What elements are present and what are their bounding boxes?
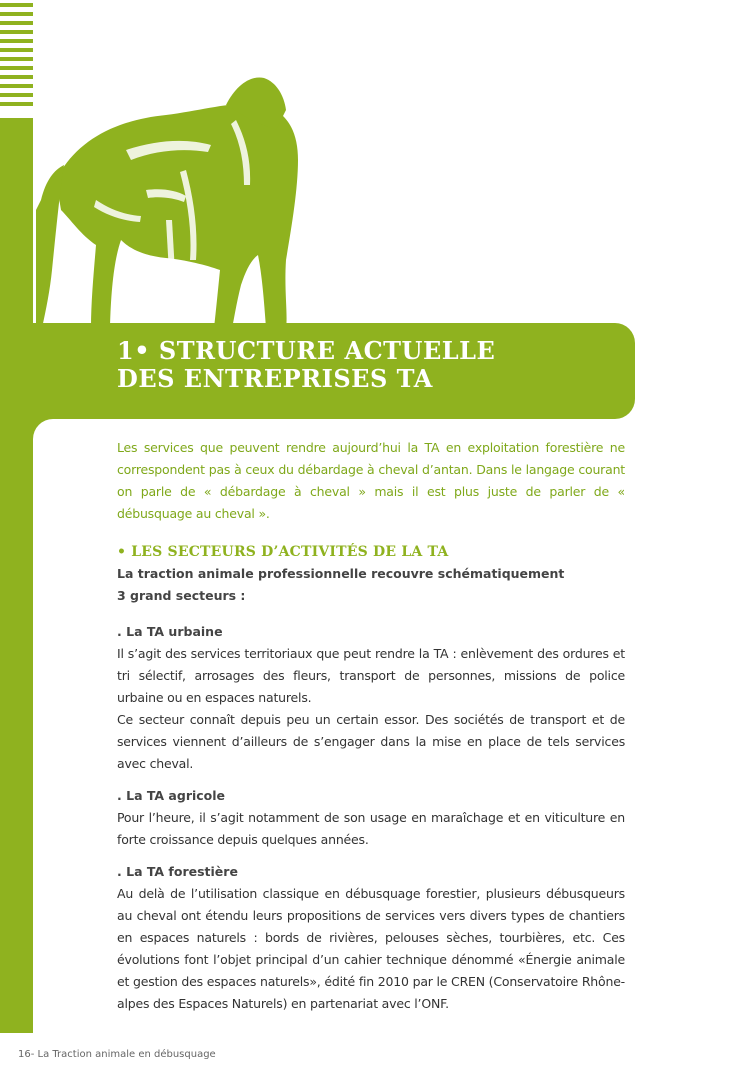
- sector-agricultural: [117, 785, 625, 851]
- intro-paragraph: Les services que peuvent rendre aujourd’hui la TA en exploitation forestière ne correspondent pas à ceux du débardage à cheval d’antan. Dans le langage courant on parle de « débardage à cheval » mais il est plus juste de parler de « débusquage au cheval ».: [117, 440, 625, 521]
- section-subtitle: La traction animale professionnelle recouvre schématiquement 3 grand secteurs :: [117, 566, 565, 603]
- title-line-1: 1• STRUCTURE ACTUELLE: [117, 336, 496, 365]
- decorative-stripes: [0, 0, 33, 110]
- sidebar-bar: [0, 118, 33, 1033]
- sector-heading: . La TA agricole: [117, 788, 226, 803]
- sector-urban: [117, 621, 625, 775]
- page-number: 16: [18, 1049, 31, 1060]
- footer-text: - La Traction animale en débusquage: [30, 1049, 216, 1060]
- page-footer: [18, 1049, 216, 1060]
- page-title: [117, 337, 617, 393]
- sector-heading: . La TA forestière: [117, 864, 238, 879]
- section-heading: • LES SECTEURS D’ACTIVITÉS DE LA TA: [117, 544, 449, 560]
- title-line-2: DES ENTREPRISES TA: [117, 364, 433, 393]
- sector-paragraph: Ce secteur connaît depuis peu un certain essor. Des sociétés de transport et de services viennent d’ailleurs de s’engager dans la mise en place de tels services avec cheval.: [117, 712, 625, 771]
- sector-forestry: [117, 861, 625, 1015]
- sector-paragraph: Il s’agit des services territoriaux que peut rendre la TA : enlèvement des ordures et tri sélectif, arrosages des fleurs, transport de personnes, missions de police urbaine ou en espaces naturels.: [117, 646, 625, 705]
- sector-paragraph: Au delà de l’utilisation classique en débusquage forestier, plusieurs débusqueurs au cheval ont étendu leurs propositions de services vers divers types de chantiers en espaces naturels : bords de rivières, pelouses sèches, tourbières, etc. Ces évolutions font l’objet principal d’un cahier technique dénommé «Énergie animale et gestion des espaces naturels», édité fin 2010 par le CREN (Conservatoire Rhône-alpes des Espaces Naturels) en partenariat avec l’ONF.: [117, 886, 625, 1011]
- main-content: [117, 437, 625, 1025]
- horse-illustration: [36, 60, 306, 330]
- sector-paragraph: Pour l’heure, il s’agit notamment de son usage en maraîchage et en viticulture en forte croissance depuis quelques années.: [117, 810, 625, 847]
- sector-heading: . La TA urbaine: [117, 624, 223, 639]
